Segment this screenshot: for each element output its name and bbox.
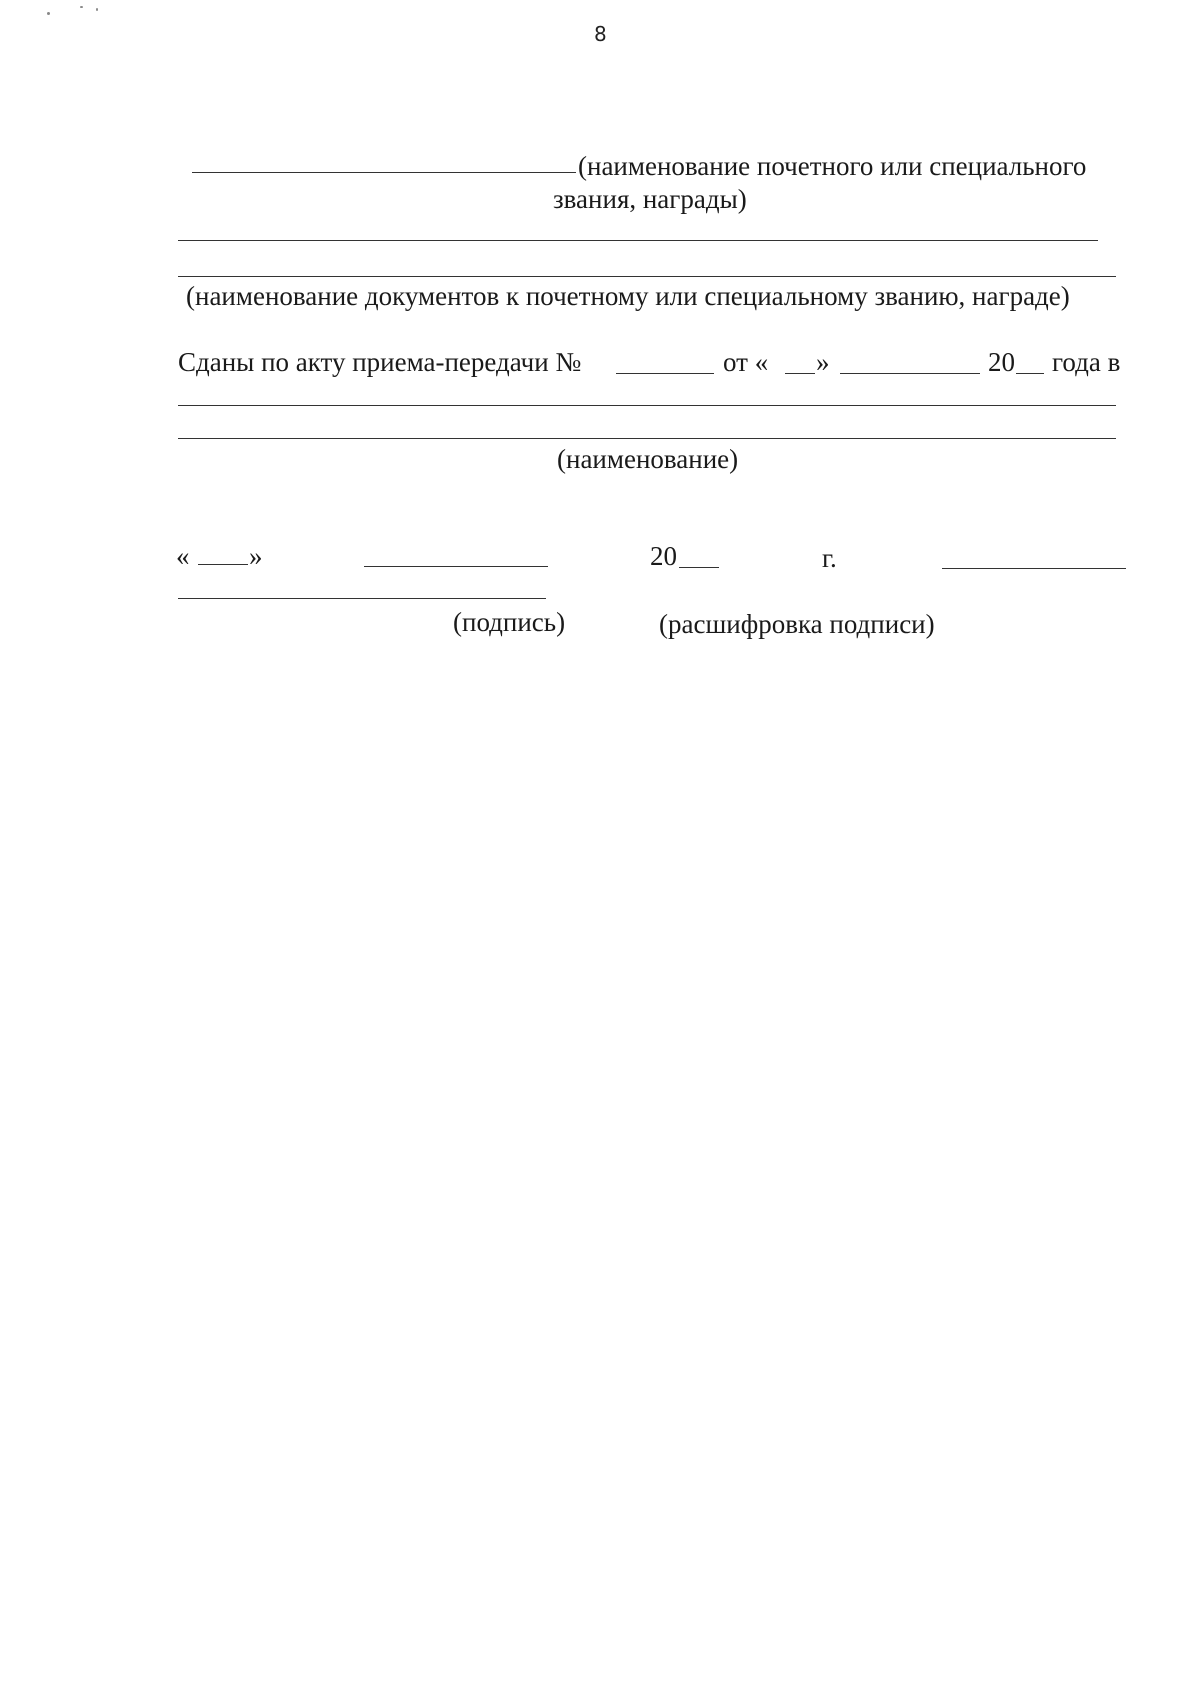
decoding-line bbox=[942, 568, 1126, 569]
signature-quote-open: « bbox=[176, 541, 190, 571]
page-number: 8 bbox=[594, 22, 607, 46]
decoding-caption: (расшифровка подписи) bbox=[659, 609, 935, 639]
year-abbrev: г. bbox=[822, 543, 837, 573]
act-number-line bbox=[616, 373, 714, 374]
transfer-year-prefix: 20 bbox=[988, 347, 1015, 377]
signature-year-prefix: 20 bbox=[650, 541, 677, 571]
scan-speck bbox=[80, 6, 83, 8]
scan-speck bbox=[47, 12, 50, 15]
transfer-year-line bbox=[1016, 373, 1044, 374]
organization-line-2 bbox=[178, 438, 1116, 439]
award-name-line bbox=[192, 172, 576, 173]
signature-day-line bbox=[198, 564, 248, 565]
organization-caption: (наименование) bbox=[557, 444, 739, 474]
handed-over-prefix: Сданы по акту приема-передачи № bbox=[178, 347, 582, 377]
documents-line-2 bbox=[178, 276, 1116, 277]
scan-speck bbox=[96, 8, 98, 11]
signature-quote-close: » bbox=[249, 541, 263, 571]
signature-year-line bbox=[679, 567, 719, 568]
award-caption-line1: (наименование почетного или специального bbox=[578, 151, 1087, 181]
organization-line-1 bbox=[178, 405, 1116, 406]
signature-line bbox=[178, 598, 546, 599]
year-suffix: года в bbox=[1052, 347, 1121, 377]
day-quote-close: » bbox=[816, 347, 830, 377]
award-caption-line2: звания, награды) bbox=[553, 184, 747, 214]
month-line bbox=[840, 373, 980, 374]
signature-month-line bbox=[364, 566, 548, 567]
signature-caption: (подпись) bbox=[453, 607, 566, 637]
day-line bbox=[785, 373, 815, 374]
from-label: от « bbox=[723, 347, 769, 377]
documents-line-1 bbox=[178, 240, 1098, 241]
documents-caption: (наименование документов к почетному или специальному званию, награде) bbox=[186, 281, 1070, 311]
